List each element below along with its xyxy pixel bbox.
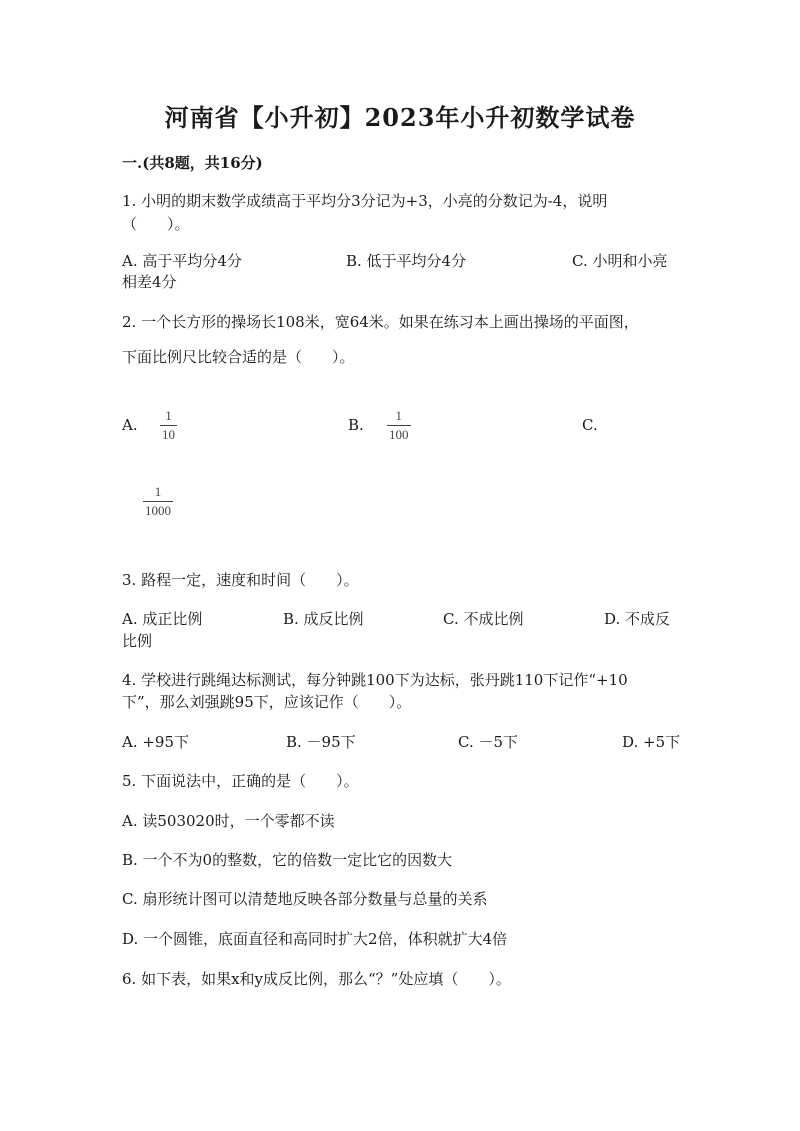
q2-option-a-fraction (160, 408, 177, 443)
q4-option-a: A. +95下 (122, 733, 190, 751)
q3-stem: 3. 路程一定，速度和时间（ ）。 (122, 571, 359, 589)
q5-option-d: D. 一个圆锥，底面直径和高同时扩大2倍，体积就扩大4倍 (122, 930, 508, 948)
fraction-numerator: 1 (165, 408, 172, 423)
q1-stem-line2: （ ）。 (122, 215, 190, 233)
q2-option-a-label: A. (122, 416, 138, 434)
q5-option-c: C. 扇形统计图可以清楚地反映各部分数量与总量的关系 (122, 890, 488, 908)
q3-option-c: C. 不成比例 (443, 610, 524, 628)
fraction-bar (387, 425, 411, 426)
fraction-bar (160, 425, 177, 426)
q4-stem-line2: 下”，那么刘强跳95下，应该记作（ ）。 (122, 693, 412, 711)
q1-option-c-cont: 相差4分 (122, 273, 177, 291)
q4-stem-line1: 4. 学校进行跳绳达标测试，每分钟跳100下为达标，张丹跳110下记作“+10 (122, 671, 628, 689)
q4-option-d: D. +5下 (622, 733, 681, 751)
fraction-numerator: 1 (395, 408, 402, 423)
q3-option-d-cont: 比例 (122, 632, 153, 650)
fraction-numerator: 1 (154, 484, 162, 499)
q1-option-c: C. 小明和小亮 (572, 252, 668, 270)
q5-option-b: B. 一个不为0的整数，它的倍数一定比它的因数大 (122, 851, 453, 869)
q1-stem-line1: 1. 小明的期末数学成绩高于平均分3分记为+3，小亮的分数记为-4，说明 (122, 192, 608, 210)
page-title: 河南省【小升初】2023年小升初数学试卷 (164, 103, 636, 132)
q2-stem-line2: 下面比例尺比较合适的是（ ）。 (122, 348, 355, 366)
q2-option-b-fraction (387, 408, 411, 443)
q1-option-a: A. 高于平均分4分 (122, 252, 242, 270)
q3-option-b: B. 成反比例 (283, 610, 364, 628)
q3-option-d: D. 不成反 (604, 610, 671, 628)
fraction-denominator: 10 (162, 427, 175, 442)
q1-option-b: B. 低于平均分4分 (346, 252, 467, 270)
q2-option-b-label: B. (348, 416, 364, 434)
fraction-bar (143, 501, 173, 502)
q3-option-a: A. 成正比例 (122, 610, 203, 628)
q2-option-c-fraction (143, 484, 173, 519)
fraction-denominator: 1000 (145, 503, 171, 518)
q2-stem-line1: 2. 一个长方形的操场长108米，宽64米。如果在练习本上画出操场的平面图， (122, 313, 639, 331)
section-heading: 一.(共8题，共16分) (122, 154, 263, 172)
q5-stem: 5. 下面说法中，正确的是（ ）。 (122, 772, 359, 790)
fraction-denominator: 100 (389, 427, 409, 442)
q2-option-c-label: C. (582, 416, 598, 434)
q6-stem: 6. 如下表，如果x和y成反比例，那么“？”处应填（ ）。 (122, 970, 511, 988)
q4-option-b: B. －95下 (286, 733, 356, 751)
q5-option-a: A. 读503020时，一个零都不读 (122, 812, 335, 830)
q4-option-c: C. －5下 (458, 733, 519, 751)
